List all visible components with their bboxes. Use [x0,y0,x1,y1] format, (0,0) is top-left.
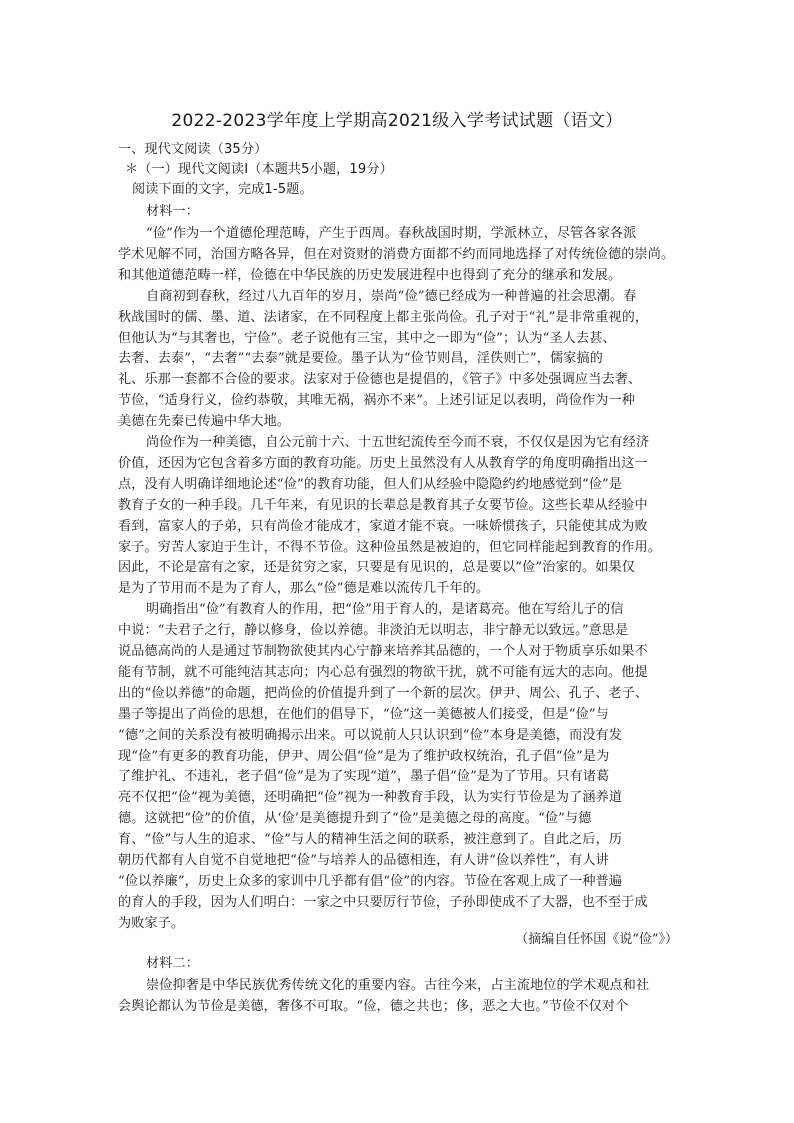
text-line: 去奢、去泰”，“去奢”“去泰”就是要俭。墨子认为“俭节则昌，淫佚则亡”，儒家搞的 [118,351,603,367]
exam-title: 2022-2023学年度上学期高2021级入学考试试题（语文） [171,111,623,131]
text-line: 美德在先秦已传遍中华大地。 [118,414,291,430]
text-line: 但他认为“与其奢也，宁俭”。老子说他有三宝，其中之一即为“俭”；认为“圣人去甚、 [118,330,616,346]
text-line: 现“俭”有更多的教育功能，伊尹、周公倡“俭”是为了维护政权统治，孔子倡“俭”是为 [118,748,610,764]
text-line: 学术见解不同，治国方略各异，但在对资财的消费方面都不约而同地选择了对传统俭德的崇尚。 [118,246,675,262]
material1-source: （摘编自任怀国《说“俭”》） [515,932,678,947]
section-heading: 一、现代文阅读（35分） [118,142,268,157]
text-line: 墨子等提出了尚俭的思想，在他们的倡导下，“俭”这一美德被人们接受，但是“俭”与 [118,706,609,722]
text-line: 节俭，“适身行义，俭约恭敬，其唯无祸，祸亦不来”。上述引证足以表明，尚俭作为一种 [118,393,635,409]
text-line: “德”之间的关系没有被明确揭示出来。可以说前人只认识到“俭”本身是美德，而没有发 [118,727,623,743]
text-line: 和其他道德范畴一样，俭德在中华民族的历史发展进程中也得到了充分的继承和发展。 [118,267,622,283]
text-line: 崇俭抑奢是中华民族优秀传统文化的重要内容。古往今来，占主流地位的学术观点和社 [146,978,650,993]
text-line: 是为了节用而不是为了育人，那么“俭”德是难以流传几千年的。 [118,581,490,597]
text-line: 点，没有人明确详细地论述“俭”的教育功能，但人们从经验中隐隐约约地感觉到“俭”是 [118,476,623,492]
text-line: 出的“俭以养德”的命题，把尚俭的价值提升到了一个新的层次。伊尹、周公、孔子、老子、 [118,685,649,701]
text-line: 亮不仅把“俭”视为美德，还明确把“俭”视为一种教育手段，认为实行节俭是为了涵养道 [118,790,623,806]
text-line: 家子。穷苦人家迫于生计，不得不节俭。这种俭虽然是被迫的，但它同样能起到教育的作用。 [118,539,661,555]
material2-label: 材料二： [146,956,199,971]
text-line: 明确指出“俭”有教育人的作用，把“俭”用于育人的，是诸葛亮。他在写给儿子的信 [146,602,624,618]
text-line: 教育子女的一种手段。几千年来，有见识的长辈总是教育其子女要节俭。这些长辈从经验中 [118,497,648,513]
text-line: 礼、乐那一套都不合俭的要求。法家对于俭德也是提倡的，《管子》中多处强调应当去奢、 [118,372,642,388]
text-line: 了维护礼、不违礼，老子倡“俭”是为了实现“道”，墨子倡“俭”是为了节用。只有诸葛 [118,769,610,785]
text-line: 德。这就把“俭”的价值，从‘俭’是美德提升到了“俭”是美德之母的高度。“俭”与德 [118,811,592,827]
text-line: 说品德高尚的人是通过节制物欲使其内心宁静来培养其品德的，一个人对于物质享乐如果不 [118,644,648,659]
text-line: 朝历代都有人自觉不自觉地把“俭”与培养人的品德相连，有人讲“俭以养性”，有人讲 [118,853,609,868]
subsection-heading: ＊（一）现代文阅读Ⅰ（本题共5小题，19分） [125,162,393,177]
text-line: 秋战国时的儒、墨、道、法诸家，在不同程度上都主张尚俭。孔子对于“礼”是非常重视的， [118,309,649,325]
text-line: 的育人的手段，因为人们明白：一家之中只要厉行节俭，子孙即使成不了大器，也不至于成 [118,894,648,910]
text-line: 自商初到春秋，经过八九百年的岁月，崇尚“俭”德已经成为一种普遍的社会思潮。春 [146,288,637,304]
text-line: 价值，还因为它包含着多方面的教育功能。历史上虽然没有人从教育学的角度明确指出这一 [118,455,648,471]
text-line: 会舆论都认为节俭是美德，奢侈不可取。“俭，德之共也；侈，恶之大也。”节俭不仅对个 [118,999,629,1014]
text-line: “俭以养廉”，历史上众多的家训中几乎都有倡“俭”的内容。节俭在客观上成了一种普遍 [118,873,623,889]
text-line: 尚俭作为一种美德，自公元前十六、十五世纪流传至今而不衰，不仅仅是因为它有经济 [146,435,650,450]
material1-label: 材料一： [146,204,199,219]
text-line: 为败家子。 [118,915,185,931]
text-line: 能有节制，就不可能纯洁其志向；内心总有强烈的物欲干扰，就不可能有远大的志向。他提 [118,664,648,680]
text-line: 育、“俭”与人生的追求、“俭”与人的精神生活之间的联系，被注意到了。自此之后，历 [118,832,623,848]
instruction-text: 阅读下面的文字，完成1-5题。 [132,182,313,197]
text-line: 因此，不论是富有之家，还是贫穷之家，只要是有见识的，总是要以“俭”治家的。如果仅 [118,560,635,576]
text-line: 看到，富家人的子弟，只有尚俭才能成才，家道才能不衰。一味娇惯孩子，只能使其成为败 [118,518,648,534]
text-line: “俭”作为一个道德伦理范畴，产生于西周。春秋战国时期，学派林立，尽管各家各派 [146,226,637,241]
text-line: 中说：“夫君子之行，静以修身，俭以养德。非淡泊无以明志，非宁静无以致远。”意思是 [118,623,629,639]
